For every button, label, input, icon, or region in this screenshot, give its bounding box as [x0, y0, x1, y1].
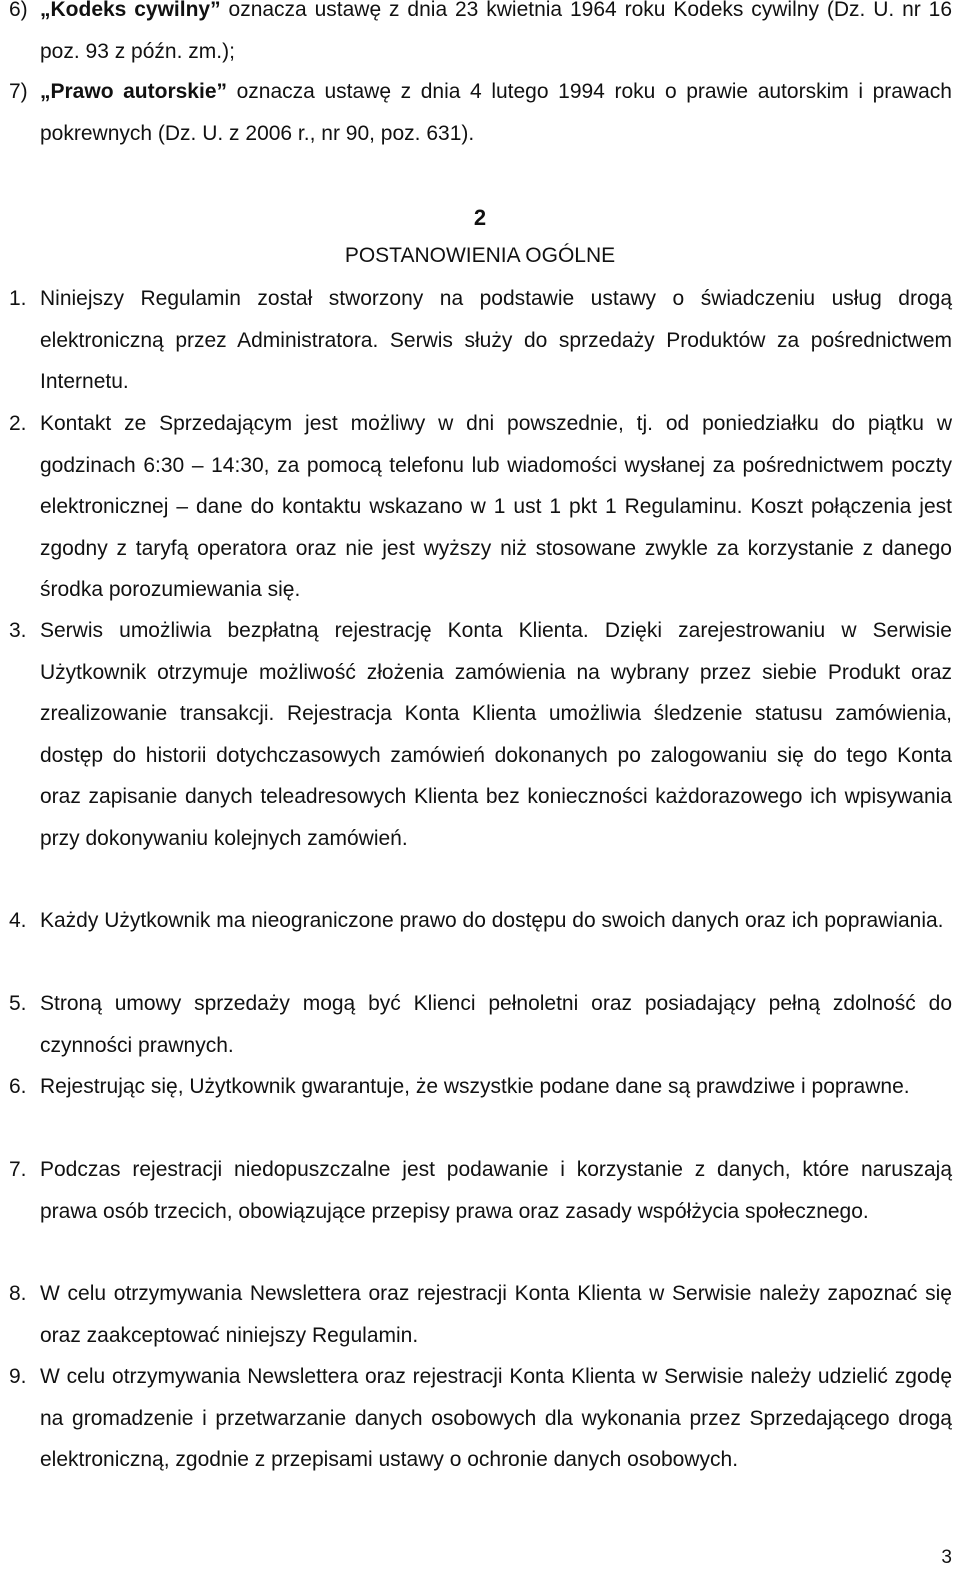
list-item — [9, 1066, 952, 1108]
list-item — [9, 900, 952, 942]
section-title: POSTANOWIENIA OGÓLNE — [344, 244, 616, 267]
section-sign-number: 2 — [473, 205, 487, 230]
definition-text — [40, 0, 952, 72]
paragraph-text: W celu otrzymywania Newslettera oraz rejestracji Konta Klienta w Serwisie należy zapoznać się oraz zaakceptować niniejszy Regulamin. — [40, 1282, 952, 1347]
list-item — [9, 1149, 952, 1232]
list-item — [9, 610, 952, 859]
paragraph-text: Podczas rejestracji niedopuszczalne jest podawanie i korzystanie z danych, które naruszają prawa osób trzecich, obowiązujące przepisy prawa oraz zasady współżycia społecznego. — [40, 1158, 952, 1223]
list-item — [9, 983, 952, 1066]
paragraph-number: 3. — [9, 619, 27, 642]
paragraph-text: Stroną umowy sprzedaży mogą być Klienci pełnoletni oraz posiadający pełną zdolność do czynności prawnych. — [40, 992, 952, 1057]
definition-item — [9, 71, 952, 154]
paragraph-number: 8. — [9, 1282, 27, 1305]
definition-term: „Kodeks cywilny” — [40, 0, 221, 21]
definition-item — [9, 0, 952, 72]
paragraph-number: 9. — [9, 1365, 27, 1388]
paragraph-number: 2. — [9, 412, 27, 435]
paragraph-number: 4. — [9, 909, 27, 932]
list-item — [9, 278, 952, 403]
list-item — [9, 1356, 952, 1481]
paragraph-number: 6. — [9, 1075, 27, 1098]
page-number: 3 — [941, 1547, 952, 1568]
definition-number: 7) — [9, 80, 28, 103]
paragraph-text: Kontakt ze Sprzedającym jest możliwy w dni powszednie, tj. od poniedziałku do piątku w godzinach 6:30 – 14:30, za pomocą telefonu lub wiadomości wysłanej za pośrednictwem poczty elektronicznej – dane do kontaktu wskazano w 1 ust 1 pkt 1 Regulaminu. Koszt połączenia jest zgodny z taryfą operatora oraz nie jest wyższy niż stosowane zwykle za korzystanie z danego środka porozumiewania się. — [40, 412, 952, 601]
definition-description: oznacza ustawę z dnia 23 kwietnia 1964 roku Kodeks cywilny (Dz. U. nr 16 poz. 93 z późn. zm.); — [40, 0, 953, 63]
section-number — [0, 205, 960, 231]
definition-text — [40, 71, 952, 154]
paragraph-text: Serwis umożliwia bezpłatną rejestrację Konta Klienta. Dzięki zarejestrowaniu w Serwisie Użytkownik otrzymuje możliwość złożenia zamówienia na wybrany przez siebie Produkt oraz zrealizowanie transakcji. Rejestracja Konta Klienta umożliwia śledzenie statusu zamówienia, dostęp do historii dotychczasowych zamówień dokonanych po zalogowaniu się do tego Konta oraz zapisanie danych teleadresowych Klienta bez konieczności każdorazowego ich wpisywania przy dokonywaniu kolejnych zamówień. — [40, 619, 952, 850]
list-item — [9, 1273, 952, 1356]
paragraph-number: 1. — [9, 287, 27, 310]
definition-term: „Prawo autorskie” — [40, 80, 228, 103]
paragraph-text: W celu otrzymywania Newslettera oraz rejestracji Konta Klienta w Serwisie należy udzielić zgodę na gromadzenie i przetwarzanie danych osobowych dla wykonania przez Sprzedającego drogą elektroniczną, zgodnie z przepisami ustawy o ochronie danych osobowych. — [40, 1365, 952, 1471]
paragraph-text: Rejestrując się, Użytkownik gwarantuje, że wszystkie podane dane są prawdziwe i poprawne. — [40, 1075, 910, 1098]
definition-description: oznacza ustawę z dnia 4 lutego 1994 roku o prawie autorskim i prawach pokrewnych (Dz. U. z 2006 r., nr 90, poz. 631). — [40, 80, 952, 145]
definition-number: 6) — [9, 0, 28, 21]
paragraph-number: 5. — [9, 992, 27, 1015]
list-item — [9, 403, 952, 611]
paragraph-number: 7. — [9, 1158, 27, 1181]
paragraph-text: Niniejszy Regulamin został stworzony na podstawie ustawy o świadczeniu usług drogą elektroniczną przez Administratora. Serwis służy do sprzedaży Produktów za pośrednictwem Internetu. — [40, 287, 952, 393]
paragraph-text: Każdy Użytkownik ma nieograniczone prawo do dostępu do swoich danych oraz ich poprawiania. — [40, 909, 944, 932]
